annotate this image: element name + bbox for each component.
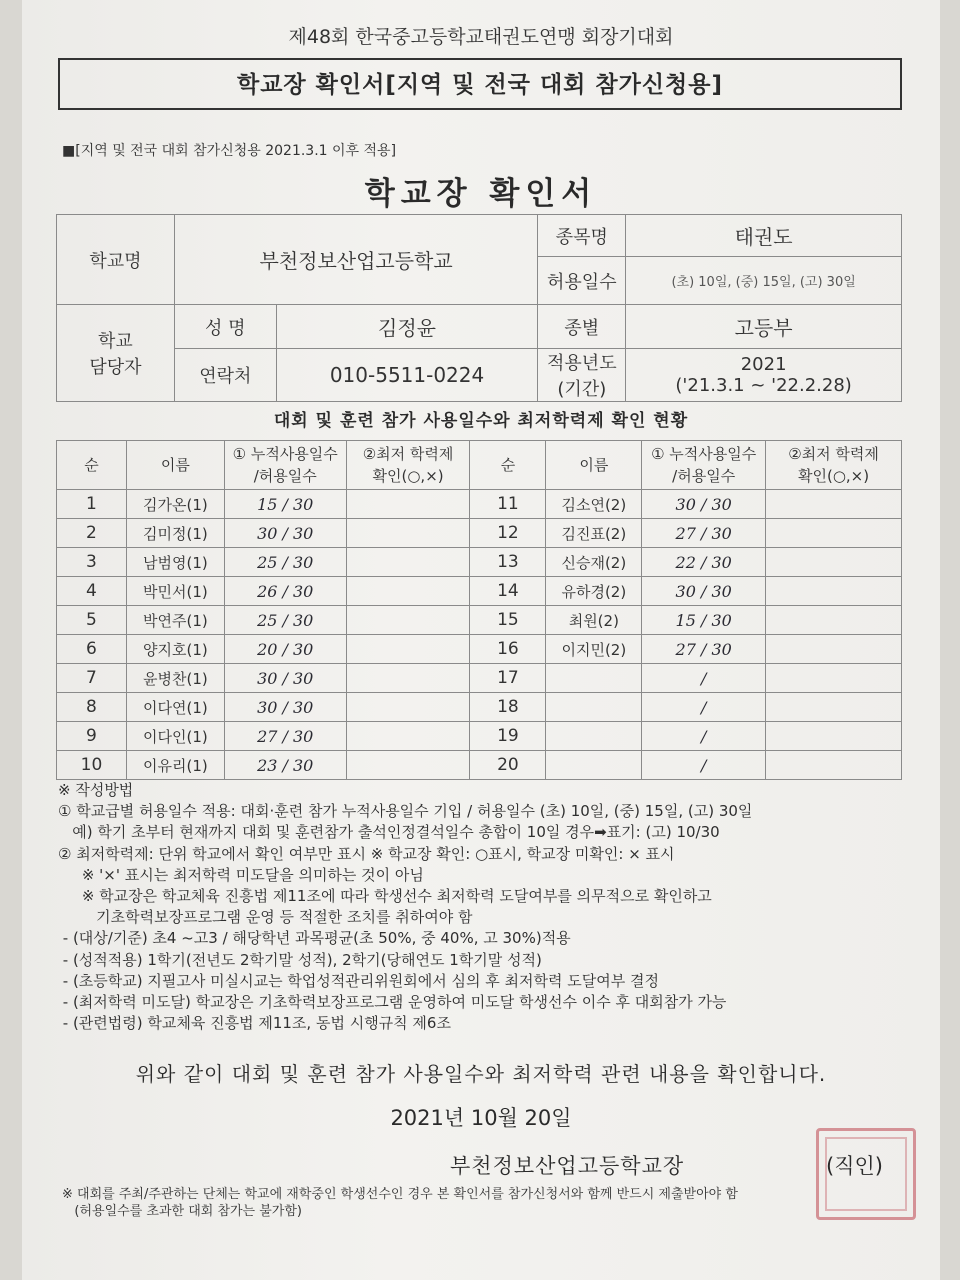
row-check [766, 548, 902, 577]
table-row [57, 693, 902, 722]
row-name: 이다연(1) [126, 693, 224, 722]
row-days: 30 / 30 [224, 519, 346, 548]
row-check [766, 751, 902, 780]
row-no: 16 [470, 635, 546, 664]
row-days: 22 / 30 [642, 548, 766, 577]
table-row [57, 751, 902, 780]
instruction-line: - (대상/기준) 초4 ~고3 / 해당학년 과목평균(초 50%, 중 40%, 고 30%)적용 [58, 929, 571, 948]
table-row [57, 606, 902, 635]
row-name: 박민서(1) [126, 577, 224, 606]
row-days: / [642, 751, 766, 780]
col-name: 이름 [126, 441, 224, 490]
instruction-line: - (성적적용) 1학기(전년도 2학기말 성적), 2학기(당해연도 1학기말 성적) [58, 950, 542, 969]
table-header-row [57, 441, 902, 490]
instruction-line: - (관련법령) 학교체육 진흥법 제11조, 동법 시행규칙 제6조 [58, 1014, 451, 1033]
row-check [766, 664, 902, 693]
row-days: / [642, 693, 766, 722]
instructions [58, 780, 928, 1033]
table-row [57, 635, 902, 664]
name-label: 성 명 [174, 305, 276, 349]
row-name: 이지민(2) [546, 635, 642, 664]
row-name: 이다인(1) [126, 722, 224, 751]
row-no: 11 [470, 490, 546, 519]
row-no: 4 [57, 577, 127, 606]
row-name [546, 722, 642, 751]
row-check [346, 577, 470, 606]
row-name: 이유리(1) [126, 751, 224, 780]
applicability-note: ■[지역 및 전국 대회 참가신청용 2021.3.1 이후 적용] [62, 143, 397, 159]
instruction-line: - (초등학교) 지필고사 미실시교는 학업성적관리위원회에서 심의 후 최저학력 도달여부 결정 [58, 971, 659, 990]
row-name: 김진표(2) [546, 519, 642, 548]
document-title: 학교장 확인서 [364, 176, 598, 212]
col-days: ① 누적사용일수 /허용일수 [642, 441, 766, 490]
row-days: 15 / 30 [224, 490, 346, 519]
row-days: 15 / 30 [642, 606, 766, 635]
row-days: / [642, 664, 766, 693]
row-days: / [642, 722, 766, 751]
row-days: 30 / 30 [224, 664, 346, 693]
col-name: 이름 [546, 441, 642, 490]
row-check [766, 635, 902, 664]
table-row [57, 722, 902, 751]
row-name: 김소연(2) [546, 490, 642, 519]
row-no: 20 [470, 751, 546, 780]
allowed-days-value: (초) 10일, (중) 15일, (고) 30일 [626, 257, 902, 305]
row-days: 20 / 30 [224, 635, 346, 664]
row-days: 30 / 30 [642, 490, 766, 519]
row-days: 25 / 30 [224, 548, 346, 577]
row-name: 윤병찬(1) [126, 664, 224, 693]
row-days: 25 / 30 [224, 606, 346, 635]
contact-phone: 010-5511-0224 [276, 349, 538, 402]
row-check [346, 606, 470, 635]
allowed-days-label: 허용일수 [538, 257, 626, 305]
row-name: 김가온(1) [126, 490, 224, 519]
section-title: 대회 및 훈련 참가 사용일수와 최저학력제 확인 현황 [273, 411, 689, 431]
instruction-line: ① 학교급별 허용일수 적용: 대회·훈련 참가 누적사용일수 기입 / 허용일수 (초) 10일, (중) 15일, (고) 30일 [58, 802, 753, 821]
row-no: 15 [470, 606, 546, 635]
boxed-title: 학교장 확인서[지역 및 전국 대회 참가신청용] [58, 58, 902, 110]
row-check [766, 722, 902, 751]
row-days: 30 / 30 [642, 577, 766, 606]
row-no: 5 [57, 606, 127, 635]
event-title: 제48회 한국중고등학교태권도연맹 회장기대회 [288, 26, 674, 48]
row-no: 3 [57, 548, 127, 577]
row-check [346, 664, 470, 693]
row-no: 8 [57, 693, 127, 722]
row-check [346, 490, 470, 519]
principal-signature: 부천정보산업고등학교장 [450, 1154, 685, 1178]
instruction-line: ※ '×' 표시는 최저학력 미도달을 의미하는 것이 아님 [58, 865, 424, 884]
row-check [346, 635, 470, 664]
row-name [546, 751, 642, 780]
table-row [57, 664, 902, 693]
school-name: 부천정보산업고등학교 [174, 215, 538, 305]
row-no: 17 [470, 664, 546, 693]
row-days: 27 / 30 [642, 519, 766, 548]
row-name: 유하경(2) [546, 577, 642, 606]
row-days: 27 / 30 [642, 635, 766, 664]
table-row [57, 519, 902, 548]
instructions-title: ※ 작성방법 [58, 781, 134, 799]
row-no: 14 [470, 577, 546, 606]
row-check [766, 519, 902, 548]
row-check [346, 548, 470, 577]
row-days: 27 / 30 [224, 722, 346, 751]
table-row [57, 548, 902, 577]
instruction-line: 기초학력보장프로그램 운영 등 적절한 조치를 취하여야 함 [58, 908, 473, 927]
row-days: 30 / 30 [224, 693, 346, 722]
row-no: 1 [57, 490, 127, 519]
row-no: 13 [470, 548, 546, 577]
row-check [346, 693, 470, 722]
instruction-line: 예) 학기 초부터 현재까지 대회 및 훈련참가 출석인정결석일수 총합이 10일 경우➡표기: (고) 10/30 [58, 823, 720, 842]
row-check [346, 751, 470, 780]
division-label: 종별 [538, 305, 626, 349]
col-days: ① 누적사용일수 /허용일수 [224, 441, 346, 490]
instruction-line: ② 최저학력제: 단위 학교에서 확인 여부만 표시 ※ 학교장 확인: ○표시, 학교장 미확인: × 표시 [58, 844, 675, 863]
document-page [22, 0, 940, 1280]
row-days: 26 / 30 [224, 577, 346, 606]
division-value: 고등부 [626, 305, 902, 349]
year-value: 2021 ('21.3.1 ~ '22.2.28) [626, 349, 902, 402]
phone-label: 연락처 [174, 349, 276, 402]
row-check [766, 490, 902, 519]
contact-name: 김정윤 [276, 305, 538, 349]
row-name: 남범영(1) [126, 548, 224, 577]
row-no: 9 [57, 722, 127, 751]
athletes-table [56, 440, 902, 780]
row-no: 6 [57, 635, 127, 664]
row-name [546, 664, 642, 693]
row-name: 양지호(1) [126, 635, 224, 664]
row-no: 12 [470, 519, 546, 548]
contact-person-label: 학교 담당자 [57, 305, 175, 402]
row-name: 박연주(1) [126, 606, 224, 635]
col-no: 순 [57, 441, 127, 490]
col-min-academic: ②최저 학력제 확인(○,×) [346, 441, 470, 490]
row-no: 18 [470, 693, 546, 722]
sport-value: 태권도 [626, 215, 902, 257]
row-check [766, 693, 902, 722]
col-no: 순 [470, 441, 546, 490]
instruction-line: ※ 학교장은 학교체육 진흥법 제11조에 따라 학생선수 최저학력 도달여부를 의무적으로 확인하고 [58, 886, 712, 905]
row-no: 19 [470, 722, 546, 751]
row-name: 김미정(1) [126, 519, 224, 548]
row-check [346, 519, 470, 548]
instruction-line: - (최저학력 미도달) 학교장은 기초학력보장프로그램 운영하여 미도달 학생선수 이수 후 대회참가 가능 [58, 992, 727, 1011]
row-check [766, 577, 902, 606]
row-check [346, 722, 470, 751]
row-no: 7 [57, 664, 127, 693]
school-label: 학교명 [57, 215, 175, 305]
row-name [546, 693, 642, 722]
school-info-table [56, 214, 902, 402]
year-label: 적용년도 (기간) [538, 349, 626, 402]
issue-date: 2021년 10월 20일 [390, 1106, 572, 1130]
confirmation-statement: 위와 같이 대회 및 훈련 참가 사용일수와 최저학력 관련 내용을 확인합니다. [135, 1062, 827, 1086]
table-row [57, 490, 902, 519]
table-row [57, 577, 902, 606]
seal-label: (직인) [826, 1154, 883, 1178]
row-name: 신승재(2) [546, 548, 642, 577]
row-name: 최원(2) [546, 606, 642, 635]
col-min-academic: ②최저 학력제 확인(○,×) [766, 441, 902, 490]
sport-label: 종목명 [538, 215, 626, 257]
row-days: 23 / 30 [224, 751, 346, 780]
row-check [766, 606, 902, 635]
footnote: ※ 대회를 주최/주관하는 단체는 학교에 재학중인 학생선수인 경우 본 확인서를 참가신청서와 함께 반드시 제출받아야 함 (허용일수를 초과한 대회 참가는 불가함) [62, 1187, 738, 1219]
row-no: 10 [57, 751, 127, 780]
row-no: 2 [57, 519, 127, 548]
